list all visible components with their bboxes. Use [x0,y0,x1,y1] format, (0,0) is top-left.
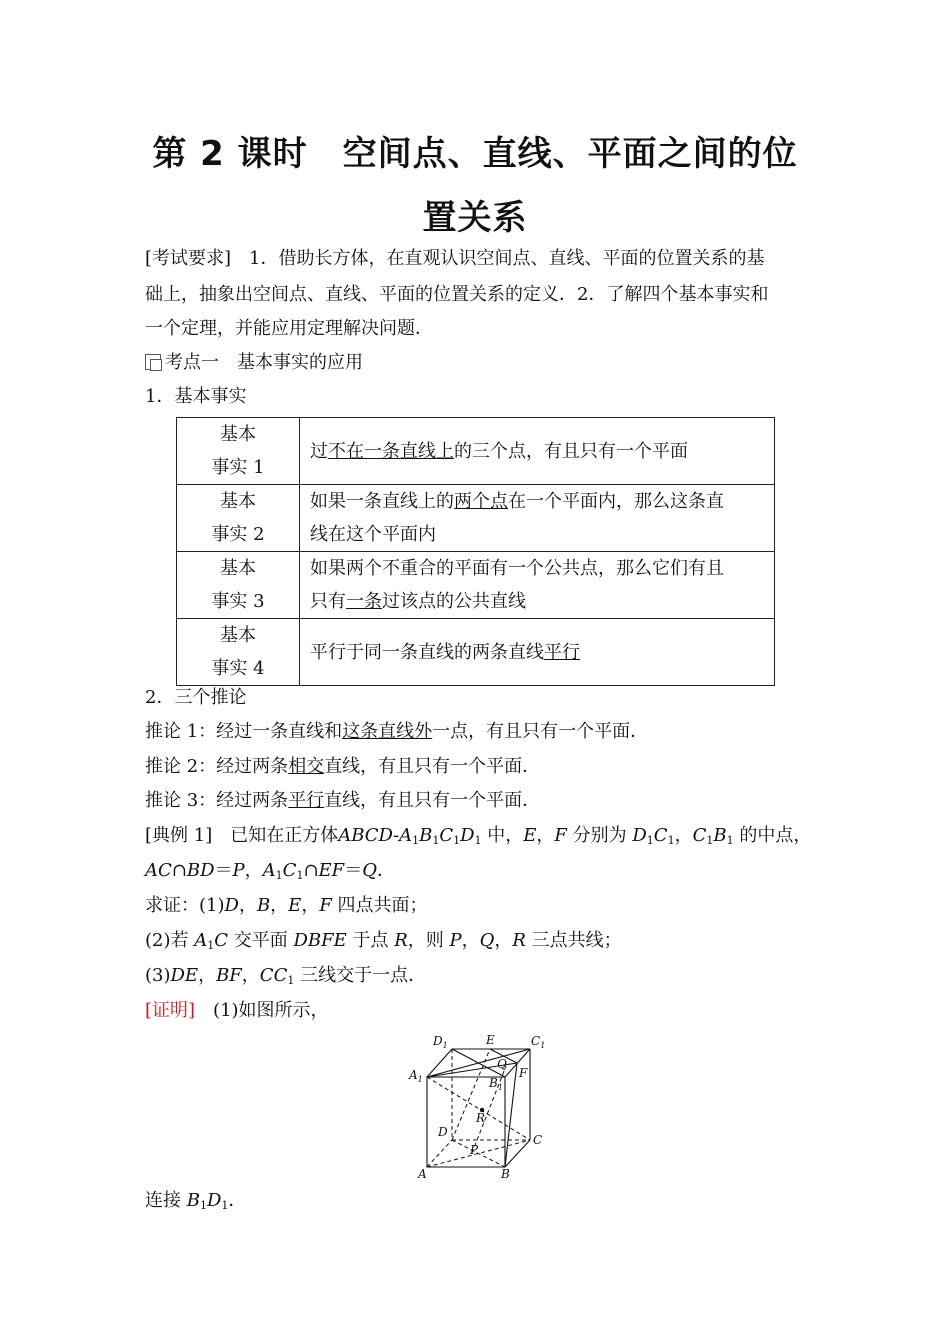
requirement-line2: 础上，抽象出空间点、直线、平面的位置关系的定义．2．了解四个基本事实和 [145,284,769,305]
edge-a1-d1 [427,1049,452,1077]
label-q: Q [497,1057,507,1071]
label-e: E [486,1033,495,1047]
fact-value: 如果两个不重合的平面有一个公共点，那么它们有且 只有一条过该点的公共直线 [300,552,775,619]
fact-value: 过不在一条直线上的三个点，有且只有一个平面 [300,418,775,485]
fact-value: 平行于同一条直线的两条直线平行 [300,619,775,686]
label-b: B [501,1167,510,1178]
section-heading: 考点一 基本事实的应用 [145,352,363,374]
page-title-line2: 置关系 [422,198,528,238]
heading-corollaries: 2．三个推论 [145,687,247,708]
line-d-e [452,1049,490,1140]
heading-basic-facts: 1．基本事实 [145,386,247,407]
label-c: C [533,1133,543,1147]
table-row [177,418,775,485]
edge-b-c [505,1140,530,1167]
edge-a-d [427,1140,452,1167]
line-d-b [452,1140,505,1167]
proof-line: [证明] (1)如图所示， [145,1000,329,1021]
label-c1: $C_1$ [531,1034,546,1050]
label-a1: $A_1$ [409,1068,423,1084]
connect-line: 连接 $B_1D_1$． [145,1190,247,1212]
label-d1: $D_1$ [433,1034,448,1050]
cube-figure [400,1030,560,1178]
example-line4: (2)若 $A_1C$ 交平面 DBFE 于点 R，则 P，Q，R 三点共线； [145,930,622,952]
fact-value: 如果一条直线上的两个点在一个平面内，那么这条直 线在这个平面内 [300,485,775,552]
fact-key: 基本 事实 2 [177,485,300,552]
basic-facts-table [176,417,775,686]
example-line1: [典例 1] 已知在正方体ABCD-$A_1B_1C_1D_1$ 中，E，F 分别为 $D_1C_1$，$C_1B_1$ 的中点， [145,825,812,847]
example-tag: [典例 1] [145,825,213,846]
line-f-b [505,1063,517,1167]
corollary-3: 推论 3：经过两条平行直线，有且只有一个平面． [145,790,541,811]
requirement-line1: [考试要求] 1．借助长方体，在直观认识空间点、直线、平面的位置关系的基 [145,248,765,269]
requirement-tag: [考试要求] [145,248,232,269]
example-line2: AC∩BD＝P，$A_1C_1\cap EF=Q$． [145,860,395,882]
front-face [427,1077,505,1167]
table-row [177,619,775,686]
section-marker-icon [145,354,161,370]
fact-key: 基本 事实 3 [177,552,300,619]
label-d: D [438,1125,448,1139]
requirement-line3: 一个定理，并能应用定理解决问题． [145,318,433,339]
example-line3: 求证：(1)D，B，E，F 四点共面； [145,895,428,916]
label-p: P [470,1143,479,1157]
label-a: A [418,1167,427,1178]
fact-key: 基本 事实 1 [177,418,300,485]
fact-key: 基本 事实 4 [177,619,300,686]
label-f: F [519,1066,528,1080]
example-line5: (3)DE，BF，$CC_1$ 三线交于一点． [145,965,427,987]
label-b1: $B_1$ [489,1076,503,1092]
label-r: R [476,1111,486,1125]
proof-tag: [证明] [145,1000,196,1021]
table-row [177,552,775,619]
table-row [177,485,775,552]
corollary-2: 推论 2：经过两条相交直线，有且只有一个平面． [145,756,541,777]
page-title-line1: 第 2 课时 空间点、直线、平面之间的位 [152,134,798,174]
corollary-1: 推论 1：经过一条直线和这条直线外一点，有且只有一个平面． [145,721,649,742]
